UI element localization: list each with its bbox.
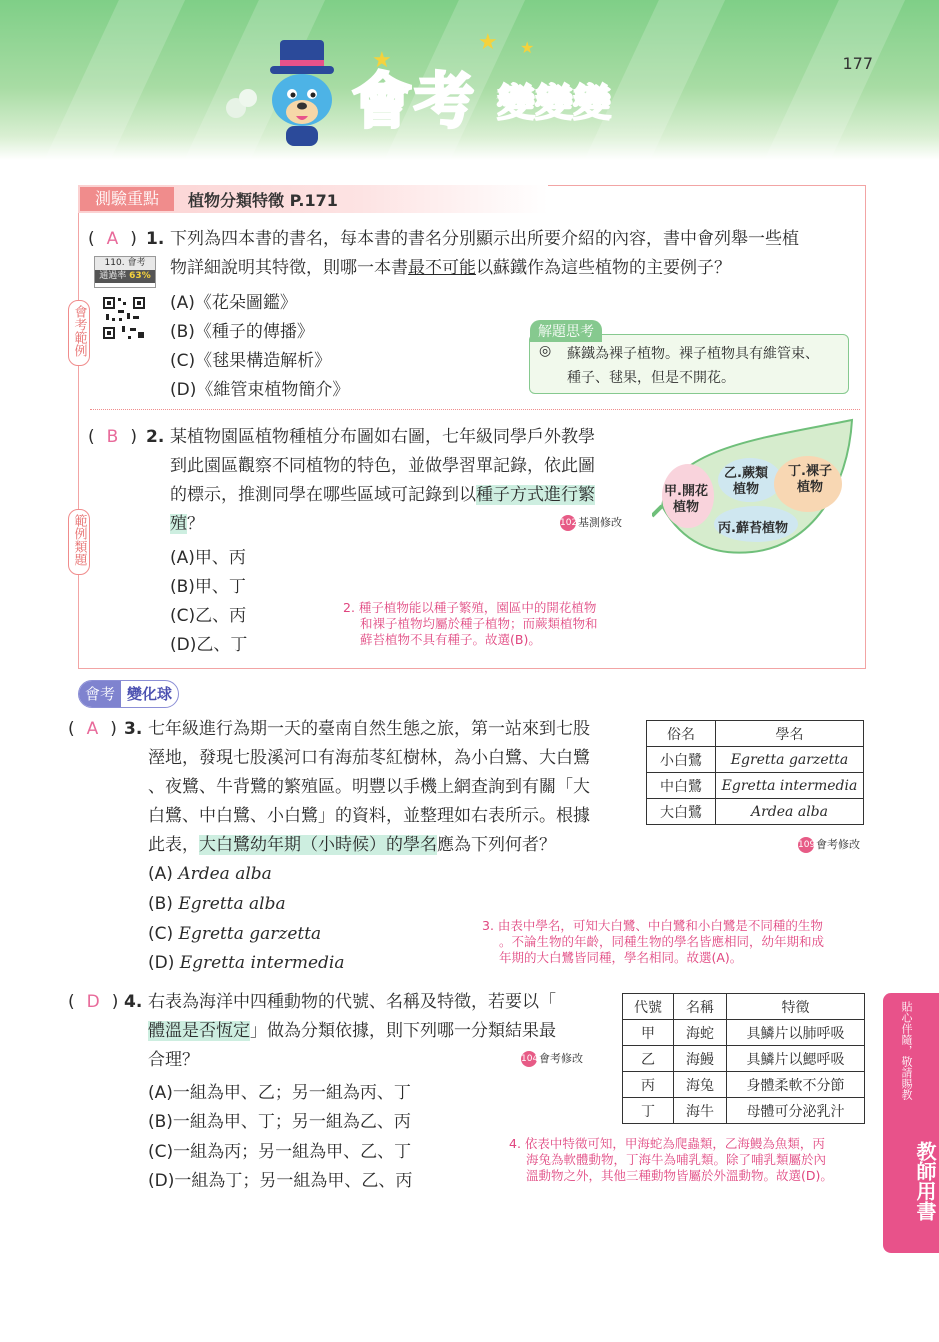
q4-option-c: (C)一組為丙；另一組為甲、乙、丁	[148, 1142, 412, 1162]
q3-answer: ( A )	[68, 719, 117, 739]
map-zone-b: 乙.蕨類 植物	[724, 466, 768, 497]
q3-option-a: (A) Ardea alba	[148, 864, 272, 884]
q3-option-c: (C) Egretta garzetta	[148, 924, 322, 944]
plant-garden-map	[652, 418, 858, 558]
q4-source: 104會考修改	[521, 1052, 583, 1065]
section-badge: 會考 變化球	[78, 680, 179, 708]
dotted-divider	[90, 409, 860, 410]
q2-source: 102基測修改	[560, 516, 622, 529]
side-tag-similar-question: 範例類題	[68, 509, 90, 575]
qr-code[interactable]	[102, 296, 146, 340]
mascot-illustration	[262, 38, 342, 148]
map-zone-d: 丙.蘚苔植物	[718, 521, 788, 536]
tip-marker: ◎	[539, 343, 552, 359]
q2-option-d: (D)乙、丁	[170, 635, 248, 655]
q3-stem-line4: 白鷺、中白鷺、小白鷺」的資料，並整理如右表所示。根據	[148, 806, 590, 826]
q3-stem-line2: 溼地，發現七股溪河口有海茄苳紅樹林，為小白鷺、大白鷺	[148, 748, 590, 768]
star-icon: ★	[372, 48, 392, 73]
q2-option-a: (A)甲、丙	[170, 548, 246, 568]
q3-stem-line5: 此表，大白鷺幼年期（小時候）的學名應為下列何者？	[148, 835, 556, 855]
q4-option-b: (B)一組為甲、丁；另一組為乙、丙	[148, 1112, 411, 1132]
q4-option-d: (D)一組為丁；另一組為甲、乙、丙	[148, 1171, 413, 1191]
q3-explanation: 3. 由表中學名，可知大白鷺、中白鷺和小白鷺是不同種的生物 。不論生物的年齡，同種生物的學名皆應相同，幼年期和成 年期的大白鷺皆同種，學名相同。故選(A)。	[482, 918, 825, 965]
q2-stem-line1: 某植物園區植物種植分布圖如右圖，七年級同學戶外教學	[170, 427, 595, 447]
q2-stem-line4: 殖？	[170, 514, 204, 534]
q1-stem-line1: 下列為四本書的書名，每本書的書名分別顯示出所要介紹的內容，書中會列舉一些植	[170, 229, 799, 249]
q3-stem-line1: 七年級進行為期一天的臺南自然生態之旅，第一站來到七股	[148, 719, 590, 739]
q4-stem-line2: 體溫是否恆定」做為分類依據，則下列哪一分類結果最	[148, 1021, 556, 1041]
smoke-decoration	[222, 82, 262, 122]
q3-egret-table: 俗名 學名 小白鷺 Egretta garzetta 中白鷺 Egretta intermedia 大白鷺 Ardea alba	[646, 720, 864, 825]
q3-stem-line3: 、夜鷺、牛背鷺的繁殖區。明豐以手機上網查詢到有關「大	[148, 777, 590, 797]
q1-option-a: (A)《花朵圖鑑》	[170, 293, 297, 313]
q4-option-a: (A)一組為甲、乙；另一組為丙、丁	[148, 1083, 411, 1103]
q4-explanation: 4. 依表中特徵可知，甲海蛇為爬蟲類，乙海鰻為魚類，丙 海兔為軟體動物，丁海牛為哺乳類。除了哺乳類屬於內 溫動物之外，其他三種動物皆屬於外溫動物。故選(D)。	[509, 1136, 833, 1183]
q3-option-d: (D) Egretta intermedia	[148, 953, 345, 973]
q4-number: 4.	[124, 992, 143, 1012]
tip-line1: 蘇鐵為裸子植物。裸子植物具有維管束、	[567, 346, 819, 362]
side-tag-exam-example: 會考範例	[68, 300, 90, 366]
q2-stem-line2: 到此園區觀察不同植物的特色，並做學習單記錄，依此圖	[170, 456, 595, 476]
q1-number: 1.	[146, 229, 165, 249]
q1-stem-line2: 物詳細說明其特徵，則哪一本書最不可能以蘇鐵作為這些植物的主要例子？	[170, 258, 731, 278]
q2-option-c: (C)乙、丙	[170, 606, 247, 626]
q3-source: 109會考修改	[798, 838, 860, 851]
logo-main: 會考	[352, 67, 476, 137]
q4-stem-line1: 右表為海洋中四種動物的代號、名稱及特徵，若要以「	[148, 992, 556, 1012]
page-number: 177	[842, 54, 873, 73]
q1-option-d: (D)《維管束植物簡介》	[170, 380, 350, 400]
q3-option-b: (B) Egretta alba	[148, 894, 286, 914]
q1-option-c: (C)《毬果構造解析》	[170, 351, 332, 371]
tab-big-text: 教師用書	[913, 1141, 937, 1221]
tip-line2: 種子、毬果，但是不開花。	[567, 370, 735, 386]
test-point-text: 植物分類特徵 P.171	[188, 191, 338, 210]
teacher-edition-tab	[883, 993, 939, 1253]
test-point-label: 測驗重點	[80, 187, 174, 211]
tab-small-text: 貼心伴隨，敬請賜教	[900, 1001, 913, 1100]
q4-stem-line3: 合理？	[148, 1050, 199, 1070]
q1-answer: ( A )	[88, 229, 137, 249]
tip-label: 解題思考	[530, 320, 602, 342]
q4-animal-table: 代號 名稱 特徵 甲 海蛇 具鱗片以肺呼吸 乙 海鰻 具鱗片以鰓呼吸 丙 海兔 身體柔軟不分節 丁 海牛 母體可分泌乳汁	[622, 993, 865, 1124]
logo-sub: 變變變	[497, 81, 612, 125]
q2-explanation: 2. 種子植物能以種子繁殖，園區中的開花植物 和裸子植物均屬於種子植物；而蕨類植物和 蘚苔植物不具有種子。故選(B)。	[343, 600, 598, 647]
q4-answer: ( D )	[68, 992, 119, 1012]
q2-answer: ( B )	[88, 427, 137, 447]
star-icon: ★	[520, 38, 535, 57]
map-zone-a: 甲.開花 植物	[664, 484, 708, 515]
map-zone-c: 丁.裸子 植物	[788, 464, 832, 495]
star-icon: ★	[478, 30, 498, 55]
q2-number: 2.	[146, 427, 165, 447]
q3-number: 3.	[124, 719, 143, 739]
q1-option-b: (B)《種子的傳播》	[170, 322, 314, 342]
q2-stem-line3: 的標示，推測同學在哪些區域可記錄到以種子方式進行繁	[170, 485, 595, 505]
q2-option-b: (B)甲、丁	[170, 577, 246, 597]
pass-rate-badge: 110. 會考 通過率 63%	[94, 256, 156, 288]
